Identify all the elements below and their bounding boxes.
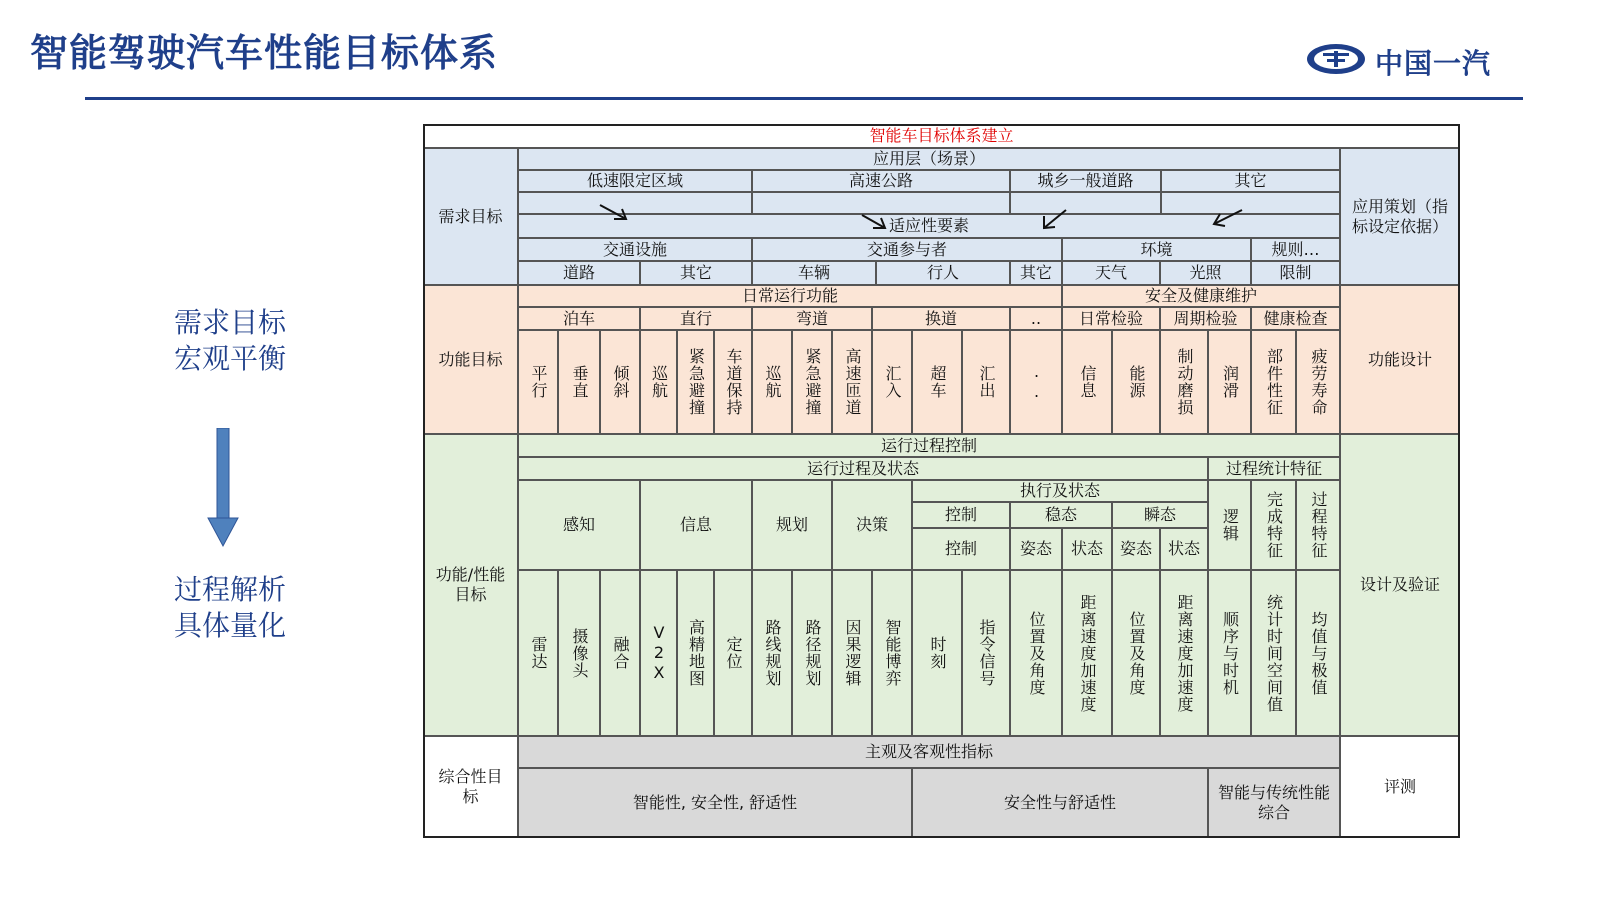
- side-bottom-line1: 过程解析: [173, 573, 286, 606]
- arrow-other-icon: [1214, 210, 1242, 224]
- performance-label: 功能/性能目标: [423, 434, 518, 736]
- stage-information: 信息: [640, 480, 752, 570]
- fn-lubrication: 润滑: [1208, 330, 1251, 434]
- scene-blank-4: [1161, 192, 1340, 214]
- pf-timing: 时刻: [912, 570, 962, 736]
- exec-item-transient-attitude: 姿态: [1112, 528, 1160, 570]
- down-arrow-icon: [206, 428, 240, 548]
- exec-item-steady-state: 状态: [1062, 528, 1112, 570]
- scene-urban-rural: 城乡一般道路: [1010, 170, 1161, 192]
- safety-health: 安全及健康维护: [1062, 285, 1340, 307]
- fn-oblique: 倾斜: [600, 330, 640, 434]
- logo-text: 中国一汽: [1375, 47, 1492, 80]
- exec-item-control: 控制: [912, 528, 1010, 570]
- stat-features: 过程统计特征: [1208, 457, 1340, 480]
- pf-smart-game: 智能博弈: [872, 570, 912, 736]
- stage-planning: 规划: [752, 480, 832, 570]
- title-underline: [85, 97, 1523, 100]
- process-control: 运行过程控制: [518, 434, 1340, 457]
- pf-mean-extreme: 均值与极值: [1296, 570, 1340, 736]
- pf-route-planning: 路线规划: [752, 570, 792, 736]
- comp-smart-traditional: 智能与传统性能综合: [1208, 768, 1340, 838]
- comp-intelligence-safety-comfort: 智能性, 安全性, 舒适性: [518, 768, 912, 838]
- fn-energy: 能源: [1112, 330, 1160, 434]
- function-label: 功能目标: [423, 285, 518, 434]
- adapt-factors: 适应性要素: [518, 214, 1340, 238]
- fn-fatigue-life: 疲劳寿命: [1296, 330, 1340, 434]
- comprehensive-label: 综合性目标: [423, 736, 518, 838]
- arrowhead-low-speed-icon: [614, 209, 626, 219]
- fn-lane-keep: 车道保持: [714, 330, 752, 434]
- side-top-line1: 需求目标: [173, 306, 286, 339]
- fn-emergency-avoid: 紧急避撞: [677, 330, 714, 434]
- fn-vertical: 垂直: [558, 330, 600, 434]
- side-top-line2: 宏观平衡: [173, 342, 286, 375]
- fn-cruise: 巡航: [640, 330, 677, 434]
- table-header: 智能车目标体系建立: [423, 124, 1460, 148]
- fn-component-features: 部件性征: [1251, 330, 1296, 434]
- item-lighting: 光照: [1160, 261, 1251, 285]
- pf-steady-position-angle: 位置及角度: [1010, 570, 1062, 736]
- scene-blank-2: [752, 192, 1010, 214]
- group-traffic-participant: 交通参与者: [752, 238, 1062, 261]
- exec-group-steady: 稳态: [1010, 502, 1112, 528]
- pf-transient-position-angle: 位置及角度: [1112, 570, 1160, 736]
- company-logo: [1305, 40, 1525, 80]
- scene-other: 其它: [1161, 170, 1340, 192]
- table-frame: [423, 124, 1460, 838]
- item-weather: 天气: [1062, 261, 1160, 285]
- pf-fusion: 融合: [600, 570, 640, 736]
- group-more: ..: [1010, 307, 1062, 330]
- side-bottom-line2: 具体量化: [173, 609, 286, 642]
- fn-merge-out: 汇出: [962, 330, 1010, 434]
- stage-perception: 感知: [518, 480, 640, 570]
- exec-item-steady-attitude: 姿态: [1010, 528, 1062, 570]
- slide-title: 智能驾驶汽车性能目标体系: [30, 31, 499, 75]
- pf-steady-distance-speed-accel: 距离速度加速度: [1062, 570, 1112, 736]
- pf-transient-distance-speed-accel: 距离速度加速度: [1160, 570, 1208, 736]
- group-daily-check: 日常检验: [1062, 307, 1160, 330]
- arrowhead-other-icon: [1214, 214, 1225, 226]
- arrow-highway-icon: [862, 215, 885, 228]
- fn-information: 信息: [1062, 330, 1112, 434]
- comprehensive-right-label: 评测: [1340, 736, 1460, 838]
- comp-safety-comfort: 安全性与舒适性: [912, 768, 1208, 838]
- daily-operation: 日常运行功能: [518, 285, 1062, 307]
- arrowhead-urban-icon: [1044, 216, 1055, 228]
- fn-brake-wear: 制动磨损: [1160, 330, 1208, 434]
- arrowhead-highway-icon: [873, 218, 885, 228]
- process-state: 运行过程及状态: [518, 457, 1208, 480]
- pf-v2x: V2X: [640, 570, 677, 736]
- group-traffic-facility: 交通设施: [518, 238, 752, 261]
- pf-camera: 摄像头: [558, 570, 600, 736]
- stat-process-features: 过程特征: [1296, 480, 1340, 570]
- item-pedestrian: 行人: [876, 261, 1010, 285]
- group-environment: 环境: [1062, 238, 1251, 261]
- scene-highway: 高速公路: [752, 170, 1010, 192]
- fn-merge-in: 汇入: [872, 330, 912, 434]
- stat-logic: 逻辑: [1208, 480, 1251, 570]
- group-lane-change: 换道: [872, 307, 1010, 330]
- item-vehicle: 车辆: [752, 261, 876, 285]
- group-health-check: 健康检查: [1251, 307, 1340, 330]
- fn-curve-cruise: 巡航: [752, 330, 792, 434]
- side-label-bottom: [150, 572, 310, 644]
- group-rules: 规则…: [1251, 238, 1340, 261]
- fn-overtake: 超车: [912, 330, 962, 434]
- item-road: 道路: [518, 261, 640, 285]
- item-limit: 限制: [1251, 261, 1340, 285]
- exec-item-transient-state: 状态: [1160, 528, 1208, 570]
- pf-hd-map: 高精地图: [677, 570, 714, 736]
- exec-group-control: 控制: [912, 502, 1010, 528]
- app-layer: 应用层（场景）: [518, 148, 1340, 170]
- demand-right-label: 应用策划（指标设定依据）: [1340, 148, 1460, 285]
- side-label-top: [150, 305, 310, 377]
- scene-blank-3: [1010, 192, 1161, 214]
- execution-state: 执行及状态: [912, 480, 1208, 502]
- stat-completion-features: 完成特征: [1251, 480, 1296, 570]
- scene-low-speed: 低速限定区域: [518, 170, 752, 192]
- exec-group-transient: 瞬态: [1112, 502, 1208, 528]
- arrow-low-speed-icon: [600, 205, 626, 219]
- pf-stat-time-space: 统计时间空间值: [1251, 570, 1296, 736]
- subjective-objective-indicators: 主观及客观性指标: [518, 736, 1340, 768]
- pf-positioning: 定位: [714, 570, 752, 736]
- performance-right-label: 设计及验证: [1340, 434, 1460, 736]
- item-participant-other: 其它: [1010, 261, 1062, 285]
- function-right-label: 功能设计: [1340, 285, 1460, 434]
- stage-decision: 决策: [832, 480, 912, 570]
- pf-order-timing: 顺序与时机: [1208, 570, 1251, 736]
- pf-command-signal: 指令信号: [962, 570, 1010, 736]
- fn-curve-emergency-avoid: 紧急避撞: [792, 330, 832, 434]
- pf-radar: 雷达: [518, 570, 558, 736]
- faw-logo-icon: [1305, 42, 1367, 76]
- fn-highway-ramp: 高速匝道: [832, 330, 872, 434]
- arrow-urban-icon: [1044, 210, 1066, 228]
- group-straight: 直行: [640, 307, 752, 330]
- group-parking: 泊车: [518, 307, 640, 330]
- pf-path-planning: 路径规划: [792, 570, 832, 736]
- item-facility-other: 其它: [640, 261, 752, 285]
- fn-more: ..: [1010, 330, 1062, 434]
- fn-parallel: 平行: [518, 330, 558, 434]
- demand-label: 需求目标: [423, 148, 518, 285]
- scene-blank-1: [518, 192, 752, 214]
- group-curve: 弯道: [752, 307, 872, 330]
- pf-causal-logic: 因果逻辑: [832, 570, 872, 736]
- group-periodic-check: 周期检验: [1160, 307, 1251, 330]
